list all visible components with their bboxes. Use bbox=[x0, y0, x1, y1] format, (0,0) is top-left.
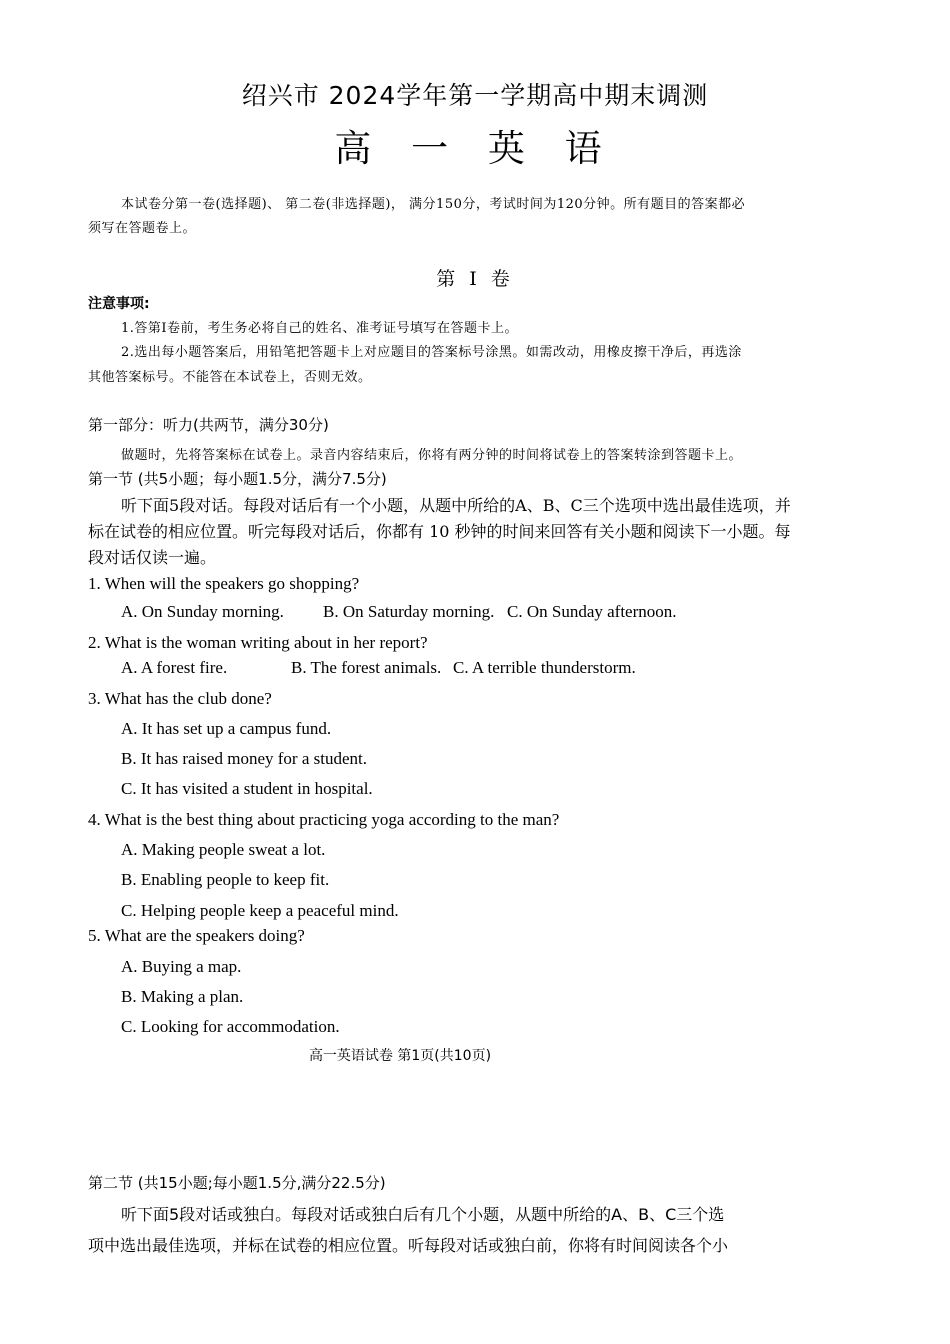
page-footer: 高一英语试卷 第1页(共10页) bbox=[308, 1048, 492, 1064]
question-1-stem: 1. When will the speakers go shopping? bbox=[88, 574, 360, 593]
part1-instruction: 做题时，先将答案标在试卷上。录音内容结束后，你将有两分钟的时间将试卷上的答案转涂到答题卡上。 bbox=[121, 448, 743, 463]
section2-instruction-line-2: 项中选出最佳选项，并标在试卷的相应位置。听每段对话或独白前，你将有时间阅读各个小 bbox=[88, 1236, 729, 1255]
section2-instruction-line-1: 听下面5段对话或独白。每段对话或独白后有几个小题，从题中所给的A、B、C三个选 bbox=[121, 1205, 725, 1224]
intro-line-2: 须写在答题卷上。 bbox=[88, 221, 197, 236]
question-4-stem: 4. What is the best thing about practicing yoga according to the man? bbox=[88, 810, 560, 829]
question-5-option-b: B. Making a plan. bbox=[121, 987, 244, 1006]
question-3-option-a: A. It has set up a campus fund. bbox=[121, 719, 332, 738]
section1-instruction-line-1: 听下面5段对话。每段对话后有一个小题，从题中所给的A、B、C三个选项中选出最佳选项，并 bbox=[121, 496, 791, 515]
section1-heading: 第一节 (共5小题；每小题1.5分，满分7.5分) bbox=[88, 470, 387, 488]
notes-item-2-line-1: 2.选出每小题答案后，用铅笔把答题卡上对应题目的答案标号涂黑。如需改动，用橡皮擦干净后，再选涂 bbox=[121, 345, 742, 360]
question-4-option-c: C. Helping people keep a peaceful mind. bbox=[121, 901, 399, 920]
section2-heading: 第二节 (共15小题;每小题1.5分,满分22.5分) bbox=[88, 1174, 386, 1192]
question-2-option-a: A. A forest fire. bbox=[121, 658, 228, 677]
question-3-option-b: B. It has raised money for a student. bbox=[121, 749, 367, 768]
part1-heading: 第一部分：听力(共两节，满分30分) bbox=[88, 416, 329, 434]
question-5-option-c: C. Looking for accommodation. bbox=[121, 1017, 340, 1036]
question-2-stem: 2. What is the woman writing about in her report? bbox=[88, 633, 428, 652]
notes-item-2-line-2: 其他答案标号。不能答在本试卷上，否则无效。 bbox=[88, 370, 372, 385]
question-5-option-a: A. Buying a map. bbox=[121, 957, 242, 976]
exam-title: 绍兴市 2024学年第一学期高中期末调测 bbox=[241, 81, 709, 110]
notes-item-1: 1.答第Ⅰ卷前，考生务必将自己的姓名、准考证号填写在答题卡上。 bbox=[121, 321, 519, 336]
question-4-option-a: A. Making people sweat a lot. bbox=[121, 840, 326, 859]
question-1-option-c: C. On Sunday afternoon. bbox=[507, 602, 677, 621]
question-4-option-b: B. Enabling people to keep fit. bbox=[121, 870, 330, 889]
question-2-option-c: C. A terrible thunderstorm. bbox=[453, 658, 636, 677]
notes-heading: 注意事项: bbox=[88, 296, 150, 312]
volume-heading: 第 I 卷 bbox=[436, 268, 514, 290]
question-3-option-c: C. It has visited a student in hospital. bbox=[121, 779, 373, 798]
question-2-option-b: B. The forest animals. bbox=[291, 658, 442, 677]
question-5-stem: 5. What are the speakers doing? bbox=[88, 926, 305, 945]
question-1-option-b: B. On Saturday morning. bbox=[323, 602, 495, 621]
section1-instruction-line-3: 段对话仅读一遍。 bbox=[88, 548, 217, 567]
question-1-option-a: A. On Sunday morning. bbox=[121, 602, 284, 621]
section1-instruction-line-2: 标在试卷的相应位置。听完每段对话后，你都有 10 秒钟的时间来回答有关小题和阅读下一小题。每 bbox=[88, 522, 791, 541]
intro-line-1: 本试卷分第一卷(选择题)、 第二卷(非选择题)， 满分150分，考试时间为120分钟。所有题目的答案都必 bbox=[121, 197, 746, 212]
question-3-stem: 3. What has the club done? bbox=[88, 689, 272, 708]
subject-title: 高 一 英 语 bbox=[334, 127, 616, 170]
